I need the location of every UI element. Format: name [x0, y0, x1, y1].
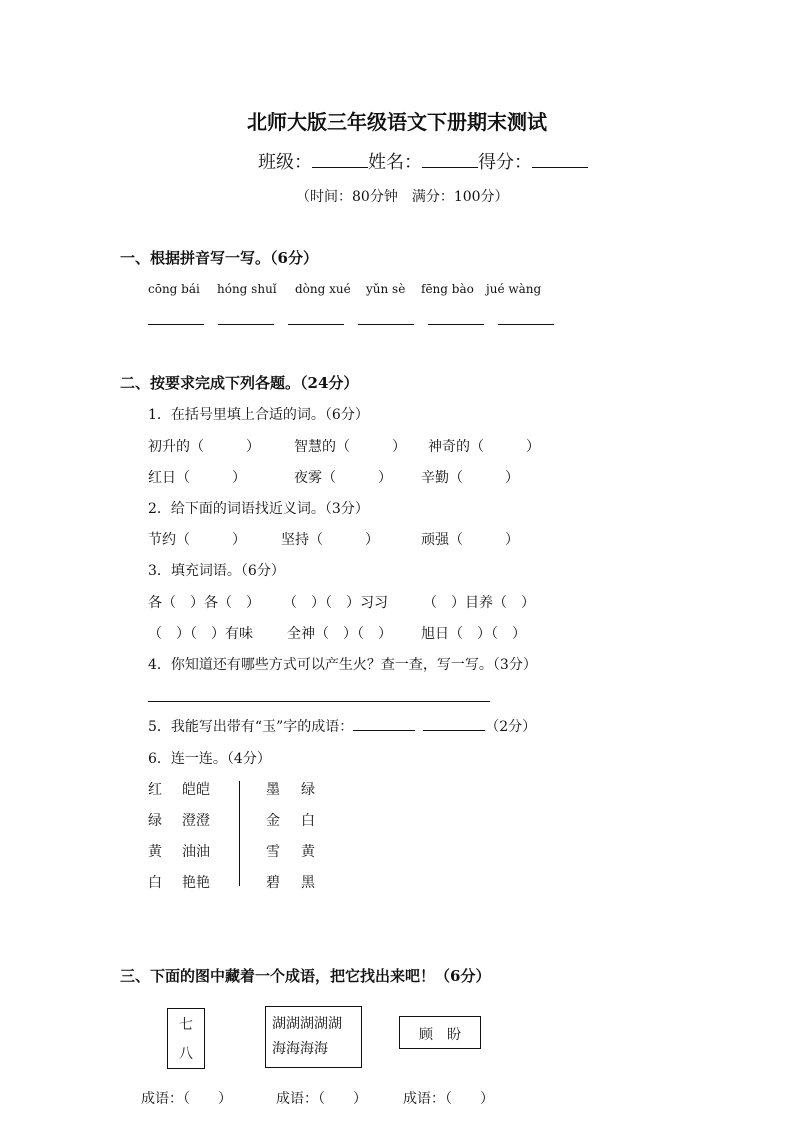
q1-item: 夜雾（ ）	[294, 470, 392, 486]
pinyin-3: dòng xué	[295, 282, 351, 296]
answer-blank-5[interactable]	[428, 324, 484, 325]
q5-blank-1[interactable]	[353, 730, 415, 731]
pinyin-4: yǔn sè	[366, 282, 406, 296]
pinyin-1: cōng bái	[148, 282, 200, 296]
class-label: 班级：	[258, 152, 312, 173]
match-left-word[interactable]: 皑皑	[182, 782, 210, 798]
q5-points: （2分）	[485, 719, 537, 735]
q6-prompt: 6．连一连。（4分）	[148, 751, 271, 767]
answer-blank-3[interactable]	[288, 324, 344, 325]
puzzle-box-1-top: 七	[179, 1017, 193, 1033]
q4-answer-line[interactable]	[148, 701, 490, 702]
pinyin-2: hóng shuǐ	[217, 282, 277, 296]
q1-prompt: 1．在括号里填上合适的词。（6分）	[148, 407, 369, 423]
match-left-word[interactable]: 油油	[182, 844, 210, 860]
q3-item: 各（ ）各（ ）	[148, 595, 260, 611]
page-title: 北师大版三年级语文下册期末测试	[247, 110, 547, 134]
puzzle-box-1-bottom: 八	[179, 1046, 193, 1062]
q3-item: （ ）（ ）习习	[283, 595, 388, 611]
answer-blank-1[interactable]	[148, 324, 204, 325]
answer-blank-4[interactable]	[358, 324, 414, 325]
exam-subtitle: （时间：80分钟 满分：100分）	[296, 189, 509, 205]
idiom-answer-1[interactable]: 成语：（ ）	[141, 1091, 232, 1107]
match-left-word[interactable]: 澄澄	[182, 813, 210, 829]
match-left-color: 红	[148, 782, 162, 798]
q2-item: 坚持（ ）	[281, 532, 379, 548]
q1-item: 辛勤（ ）	[421, 470, 519, 486]
match-right-word[interactable]: 金	[266, 813, 280, 829]
answer-blank-6[interactable]	[498, 324, 554, 325]
q5-row	[148, 716, 536, 736]
idiom-answer-3[interactable]: 成语：（ ）	[403, 1091, 494, 1107]
score-blank[interactable]	[532, 167, 588, 168]
match-right-color: 黄	[301, 844, 315, 860]
q3-item: 旭日（ ）（ ）	[421, 626, 526, 642]
pinyin-6: jué wàng	[486, 282, 542, 296]
q3-item: （ ）（ ）有味	[148, 626, 253, 642]
match-divider	[239, 781, 240, 886]
q5-blank-2[interactable]	[423, 730, 485, 731]
match-right-word[interactable]: 墨	[266, 782, 280, 798]
q3-item: 全神（ ）（ ）	[287, 626, 392, 642]
student-info-row	[258, 148, 588, 174]
match-left-color: 黄	[148, 844, 162, 860]
match-right-color: 白	[301, 813, 315, 829]
q4-prompt: 4．你知道还有哪些方式可以产生火？查一查，写一写。（3分）	[148, 657, 537, 673]
match-left-color: 绿	[148, 813, 162, 829]
score-label: 得分：	[478, 152, 532, 173]
name-blank[interactable]	[422, 167, 478, 168]
q2-item: 顽强（ ）	[421, 532, 519, 548]
q1-item: 神奇的（ ）	[428, 439, 540, 455]
puzzle-box-2-line1: 湖湖湖湖湖	[272, 1016, 342, 1032]
pinyin-5: fēng bào	[421, 282, 474, 296]
section1-heading: 一、根据拼音写一写。（6分）	[120, 249, 318, 267]
match-right-word[interactable]: 雪	[266, 844, 280, 860]
class-blank[interactable]	[312, 167, 368, 168]
q3-item: （ ）目养（ ）	[423, 595, 535, 611]
idiom-answer-2[interactable]: 成语：（ ）	[276, 1091, 367, 1107]
q1-item: 智慧的（ ）	[294, 439, 406, 455]
puzzle-box-2-line2: 海海海海	[272, 1041, 328, 1057]
q5-prompt: 5．我能写出带有“玉”字的成语：	[148, 719, 354, 735]
q3-prompt: 3．填充词语。（6分）	[148, 563, 285, 579]
match-left-word[interactable]: 艳艳	[182, 875, 210, 891]
match-right-word[interactable]: 碧	[266, 875, 280, 891]
q2-item: 节约（ ）	[148, 532, 246, 548]
q1-item: 红日（ ）	[148, 470, 246, 486]
section2-heading: 二、按要求完成下列各题。（24分）	[120, 374, 359, 392]
answer-blank-2[interactable]	[218, 324, 274, 325]
match-left-color: 白	[148, 875, 162, 891]
puzzle-box-3-text: 顾 盼	[419, 1027, 461, 1043]
q1-item: 初升的（ ）	[148, 439, 260, 455]
match-right-color: 黑	[301, 875, 315, 891]
section3-heading: 三、下面的图中藏着一个成语，把它找出来吧！（6分）	[120, 967, 491, 985]
name-label: 姓名：	[368, 152, 422, 173]
q2-prompt: 2．给下面的词语找近义词。（3分）	[148, 501, 369, 517]
match-right-color: 绿	[301, 782, 315, 798]
